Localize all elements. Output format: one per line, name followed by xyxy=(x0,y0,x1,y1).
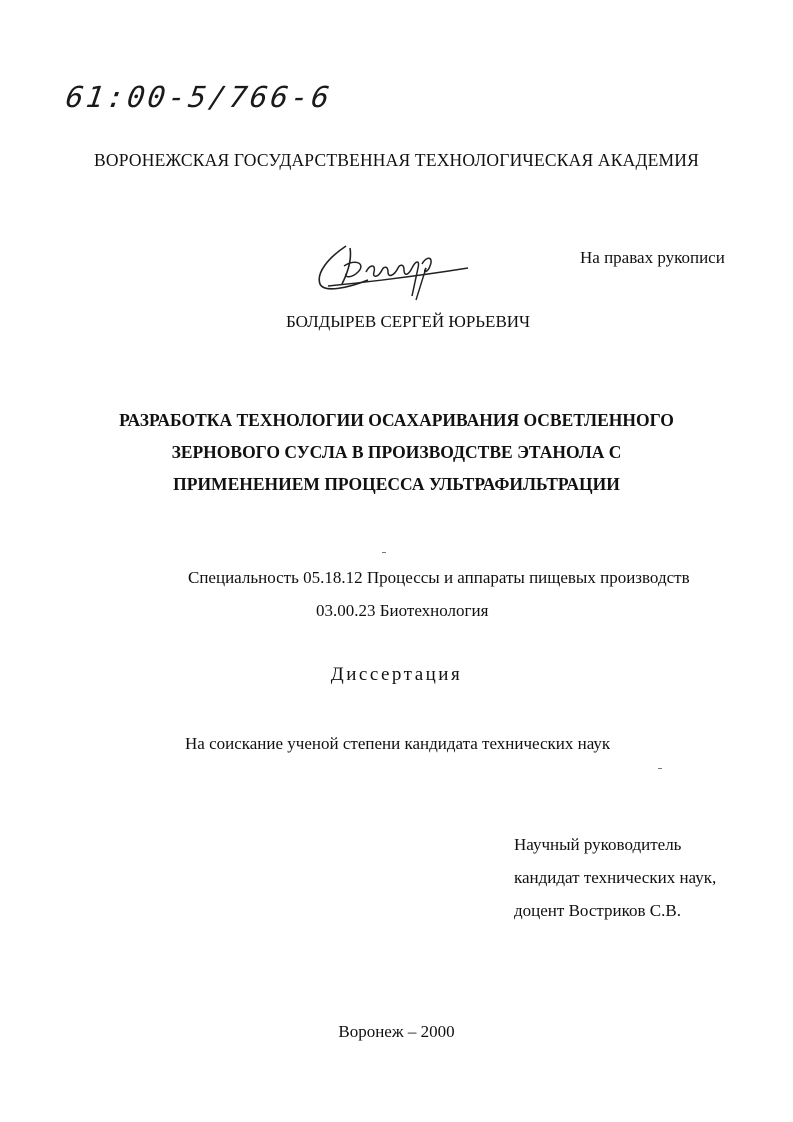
scan-speck xyxy=(382,552,386,553)
advisor-line: доцент Востриков С.В. xyxy=(514,901,681,920)
author-signature xyxy=(308,238,478,308)
city-year: Воронеж – 2000 xyxy=(338,1022,455,1041)
dissertation-title xyxy=(60,404,733,500)
scientific-advisor xyxy=(514,828,716,927)
degree-statement: На соискание ученой степени кандидата технических наук xyxy=(185,734,611,753)
advisor-line: кандидат технических наук, xyxy=(514,868,717,887)
institution-name: ВОРОНЕЖСКАЯ ГОСУДАРСТВЕННАЯ ТЕХНОЛОГИЧЕСКАЯ АКАДЕМИЯ xyxy=(94,150,699,170)
rights-note: На правах рукописи xyxy=(580,248,725,267)
specialty-line-1: Специальность 05.18.12 Процессы и аппараты пищевых производств xyxy=(188,568,690,587)
document-type: Диссертация xyxy=(330,664,463,685)
scan-speck xyxy=(658,768,662,769)
title-line: ЗЕРНОВОГО СУСЛА В ПРОИЗВОДСТВЕ ЭТАНОЛА С xyxy=(171,442,622,462)
specialty-line-2: 03.00.23 Биотехнология xyxy=(316,601,489,620)
title-line: ПРИМЕНЕНИЕМ ПРОЦЕССА УЛЬТРАФИЛЬТРАЦИИ xyxy=(173,474,620,494)
advisor-line: Научный руководитель xyxy=(514,835,682,854)
archive-stamp: 61:00-5/766-6 xyxy=(63,80,335,114)
title-line: РАЗРАБОТКА ТЕХНОЛОГИИ ОСАХАРИВАНИЯ ОСВЕТЛЕННОГО xyxy=(119,410,674,430)
author-name: БОЛДЫРЕВ СЕРГЕЙ ЮРЬЕВИЧ xyxy=(286,312,531,331)
